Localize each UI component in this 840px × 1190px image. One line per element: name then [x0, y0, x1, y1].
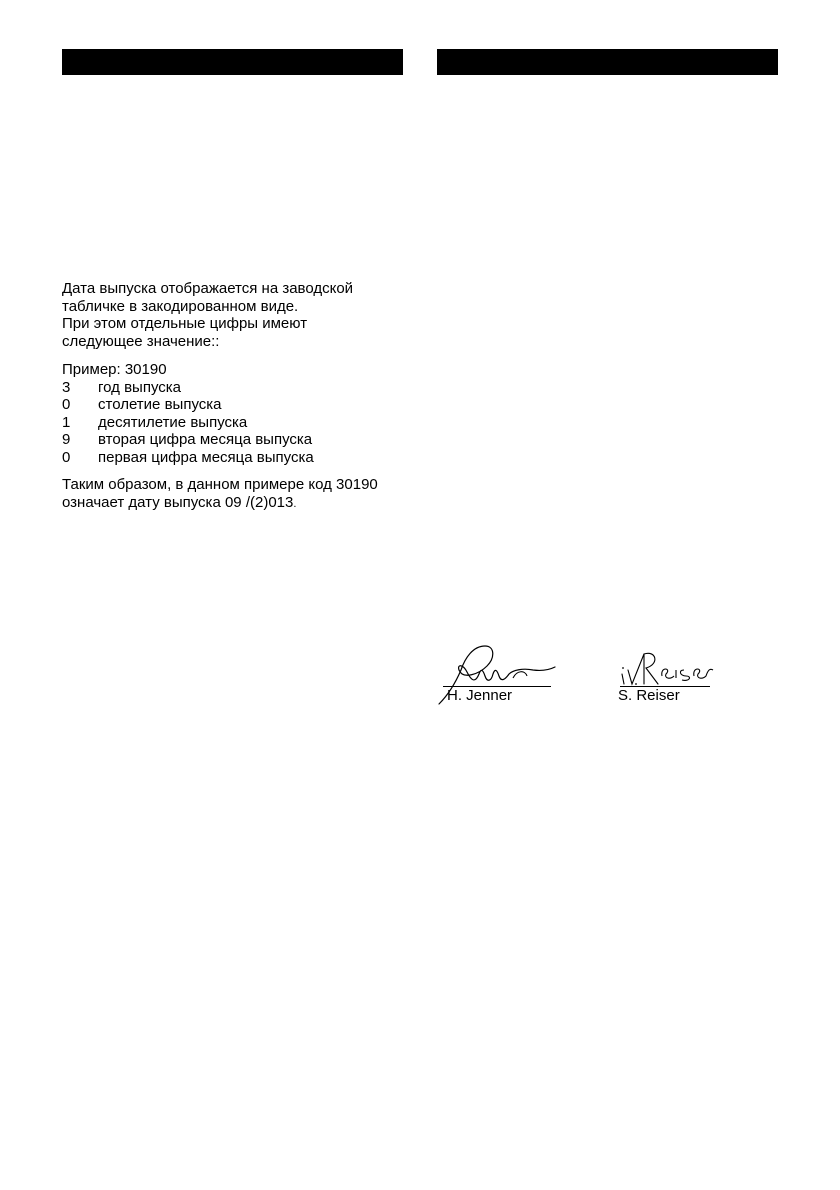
example-meaning: вторая цифра месяца выпуска	[98, 431, 313, 448]
signatory-name: S. Reiser	[618, 687, 680, 704]
signature-block-reiser	[614, 640, 714, 706]
example-digit: 0	[62, 396, 71, 413]
example-row	[62, 449, 407, 467]
example-row	[62, 431, 407, 449]
intro-line: Дата выпуска отображается на заводской	[62, 280, 354, 297]
section-header-bar-left	[62, 49, 403, 75]
example-digit: 3	[62, 378, 71, 396]
example-meaning: столетие выпуска	[98, 396, 222, 413]
example-digit: 0	[62, 448, 71, 466]
conclusion-line: Таким образом, в данном примере код 30190	[62, 476, 378, 493]
intro-paragraph	[62, 280, 407, 350]
example-row	[62, 379, 407, 397]
example-label: Пример: 30190	[62, 361, 167, 378]
conclusion-paragraph	[62, 476, 407, 513]
intro-line: следующее значение::	[62, 332, 220, 350]
conclusion-line	[62, 494, 407, 514]
example-row	[62, 396, 407, 414]
example-meaning: десятилетие выпуска	[98, 413, 248, 431]
conclusion-text: означает дату выпуска 09 /(2)013	[62, 493, 294, 511]
example-meaning: первая цифра месяца выпуска	[98, 448, 314, 466]
example-block	[62, 361, 407, 466]
signature-block-jenner	[437, 640, 557, 706]
conclusion-period: .	[293, 497, 297, 510]
intro-line: При этом отдельные цифры имеют	[62, 315, 308, 332]
example-digit: 1	[62, 413, 71, 431]
signatory-name: H. Jenner	[447, 687, 513, 704]
example-meaning: год выпуска	[98, 378, 182, 396]
intro-line: табличке в закодированном виде.	[62, 297, 299, 315]
example-row	[62, 414, 407, 432]
example-digit: 9	[62, 431, 71, 448]
section-header-bar-right	[437, 49, 778, 75]
